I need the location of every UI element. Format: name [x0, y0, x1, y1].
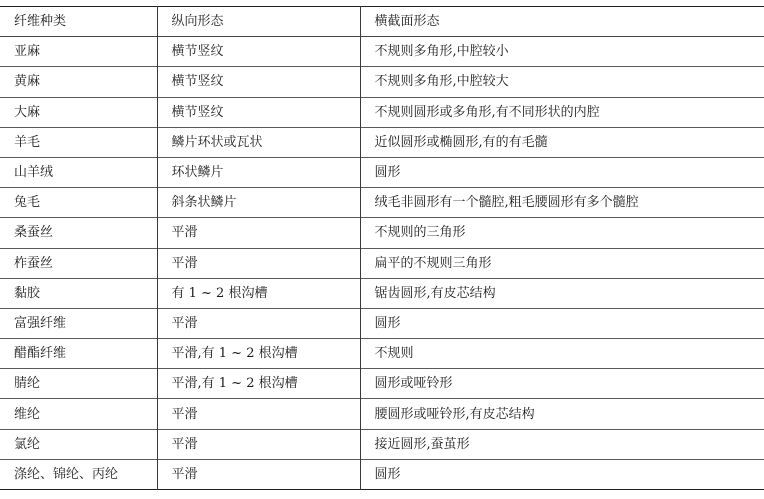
fiber-type-cell: 亚麻	[14, 44, 41, 60]
fiber-type-cell: 维纶	[14, 406, 41, 422]
cross-section-shape-cell: 不规则	[360, 339, 764, 369]
cross-section-shape-cell: 锯齿圆形,有皮芯结构	[360, 278, 764, 308]
cross-section-shape-cell: 接近圆形,蚕茧形	[360, 429, 764, 459]
table-body	[0, 37, 764, 490]
header-fiber-type: 纤维种类	[14, 14, 67, 30]
table-row	[0, 308, 764, 338]
cross-section-shape-cell: 近似圆形或椭圆形,有的有毛髓	[360, 127, 764, 157]
longitudinal-shape-cell: 平滑	[157, 308, 360, 338]
cross-section-shape-cell: 圆形	[360, 157, 764, 187]
table-row	[0, 218, 764, 248]
longitudinal-shape-cell: 有 1 ~ 2 根沟槽	[157, 278, 360, 308]
fiber-type-cell: 醋酯纤维	[14, 346, 67, 362]
cross-section-shape-cell: 圆形或哑铃形	[360, 369, 764, 399]
longitudinal-shape-cell: 平滑,有 1 ~ 2 根沟槽	[157, 339, 360, 369]
longitudinal-shape-cell: 横节竖纹	[157, 67, 360, 97]
fiber-type-cell: 氯纶	[14, 436, 41, 452]
table-row	[0, 157, 764, 187]
longitudinal-shape-cell: 平滑,有 1 ~ 2 根沟槽	[157, 369, 360, 399]
fiber-type-cell: 羊毛	[14, 134, 41, 150]
longitudinal-shape-cell: 平滑	[157, 459, 360, 489]
cross-section-shape-cell: 绒毛非圆形有一个髓腔,粗毛腰圆形有多个髓腔	[360, 188, 764, 218]
longitudinal-shape-cell: 平滑	[157, 218, 360, 248]
table-row	[0, 127, 764, 157]
table-row	[0, 278, 764, 308]
longitudinal-shape-cell: 斜条状鳞片	[157, 188, 360, 218]
header-cross-section-shape: 横截面形态	[360, 7, 764, 37]
table-row	[0, 37, 764, 67]
cross-section-shape-cell: 不规则多角形,中腔较小	[360, 37, 764, 67]
longitudinal-shape-cell: 平滑	[157, 248, 360, 278]
cross-section-shape-cell: 扁平的不规则三角形	[360, 248, 764, 278]
fiber-type-cell: 涤纶、锦纶、丙纶	[14, 466, 119, 482]
fiber-type-cell: 兔毛	[14, 195, 41, 211]
table-row	[0, 459, 764, 489]
table-row	[0, 248, 764, 278]
fiber-type-cell: 大麻	[14, 104, 41, 120]
header-longitudinal-shape: 纵向形态	[157, 7, 360, 37]
fiber-morphology-table	[0, 6, 764, 490]
cross-section-shape-cell: 不规则的三角形	[360, 218, 764, 248]
cross-section-shape-cell: 圆形	[360, 459, 764, 489]
fiber-type-cell: 桑蚕丝	[14, 225, 54, 241]
table-row	[0, 339, 764, 369]
table-row	[0, 188, 764, 218]
longitudinal-shape-cell: 平滑	[157, 399, 360, 429]
cross-section-shape-cell: 不规则多角形,中腔较大	[360, 67, 764, 97]
cross-section-shape-cell: 不规则圆形或多角形,有不同形状的内腔	[360, 97, 764, 127]
fiber-type-cell: 柞蚕丝	[14, 255, 54, 271]
fiber-type-cell: 黄麻	[14, 74, 41, 90]
longitudinal-shape-cell: 环状鳞片	[157, 157, 360, 187]
longitudinal-shape-cell: 横节竖纹	[157, 37, 360, 67]
fiber-type-cell: 富强纤维	[14, 315, 67, 331]
cross-section-shape-cell: 圆形	[360, 308, 764, 338]
table-row	[0, 369, 764, 399]
table-row	[0, 97, 764, 127]
cross-section-shape-cell: 腰圆形或哑铃形,有皮芯结构	[360, 399, 764, 429]
table-header	[0, 7, 764, 37]
longitudinal-shape-cell: 鳞片环状或瓦状	[157, 127, 360, 157]
longitudinal-shape-cell: 平滑	[157, 429, 360, 459]
table-row	[0, 399, 764, 429]
fiber-type-cell: 山羊绒	[14, 165, 54, 181]
fiber-type-cell: 腈纶	[14, 376, 41, 392]
longitudinal-shape-cell: 横节竖纹	[157, 97, 360, 127]
header-row	[0, 7, 764, 37]
table-row	[0, 67, 764, 97]
fiber-type-cell: 黏胶	[14, 285, 41, 301]
table-row	[0, 429, 764, 459]
